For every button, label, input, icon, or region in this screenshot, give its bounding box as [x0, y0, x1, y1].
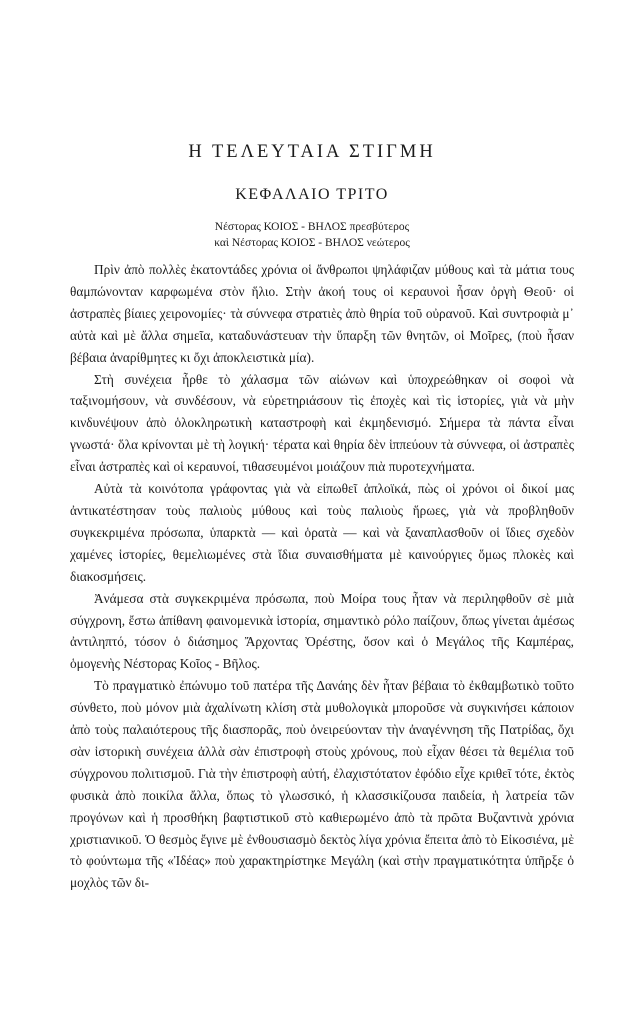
author-line-2: καὶ Νέστορας ΚΟΙΟΣ - ΒΗΛΟΣ νεώτερος [214, 237, 410, 249]
paragraph-3: Αὐτὰ τὰ κοινότοπα γράφοντας γιὰ νὰ εἰπωθεῖ ἁπλοϊκά, πὼς οἱ χρόνοι οἱ δικοί μας ἀντικατέστησαν τοὺς παλιοὺς μύθους καὶ τοὺς παλιοὺς ἥρωες, γιὰ νὰ προβληθοῦν συγκεκριμένα πρόσωπα, ὑπαρκτὰ — καὶ ὁρατὰ — καὶ νὰ ξαναπλασθοῦν οἱ ἴδιες σχεδὸν χαμένες ἱστορίες, θεμελιωμένες στὰ ἴδια συναισθήματα μὲ καινούργιες ὅμως πλοκὲς καὶ διακοσμήσεις. [70, 481, 574, 584]
paragraph-4: Ἀνάμεσα στὰ συγκεκριμένα πρόσωπα, ποὺ Μοίρα τους ἦταν νὰ περιληφθοῦν σὲ μιὰ σύγχρονη, ἔστω ἀπίθανη φαινομενικὰ ἱστορία, σημαντικὸ ρόλο παίζουν, ὅπως γίνεται ἀμέσως ἀντιληπτό, τόσον ὁ διάσημος Ἄρχοντας Ὀρέστης, ὅσον καὶ ὁ Μεγάλος τῆς Καμπέρας, ὁμογενὴς Νέστορας Κοῖος - Βῆλος. [70, 590, 574, 672]
paragraph-5: Τὸ πραγματικὸ ἐπώνυμο τοῦ πατέρα τῆς Δανάης δὲν ἦταν βέβαια τὸ ἐκθαμβωτικὸ τοῦτο σύνθετο, ποὺ μόνον μιὰ ἀχαλίνωτη κλίση στὰ μυθολογικὰ μποροῦσε νὰ συγκινήσει κάποιον ἀπὸ τοὺς παλαιότερους τῆς διασπορᾶς, ποὺ ὀνειρεύονταν τὴν ἀναγέννηση τῆς Πατρίδας, ὄχι σὰν ἱστορικὴ συνέχεια ἀλλὰ σὰν ἐπιστροφὴ στοὺς χρόνους, ποὺ εἶχαν θέσει τὰ θεμέλια τοῦ σύγχρονου πολιτισμοῦ. Γιὰ τὴν ἐπιστροφὴ αὐτή, ἐλαχιστότατον ἐφόδιο εἶχε κριθεῖ τότε, ἐκτὸς φυσικὰ ἀπὸ ποικίλα ἄλλα, ὅπως τὸ γλωσσικό, ἡ κλασσικίζουσα παιδεία, ἡ λατρεία τῶν προγόνων καὶ ἡ προσθήκη βαφτιστικοῦ στὸ καθιερωμένο ἀπὸ τὰ πρῶτα Βυζαντινὰ χρόνια χριστιανικοῦ. Ὁ θεσμὸς ἔγινε μὲ ἐνθουσιασμὸ δεκτὸς λίγα χρόνια ἔπειτα ἀπὸ τὸ Εἰκοσιένα, μὲ τὸ φούντωμα τῆς «Ἰδέας» ποὺ χαρακτηρίστηκε Μεγάλη (καὶ στὴν πραγματικότητα ὑπῆρξε ὁ μοχλὸς τῶν δι- [70, 678, 574, 891]
body-text [70, 259, 574, 894]
author-credits [0, 219, 624, 251]
chapter-heading: ΚΕΦΑΛΑΙΟ ΤΡΙΤΟ [235, 186, 389, 203]
page-title: Η ΤΕΛΕΥΤΑΙΑ ΣΤΙΓΜΗ [188, 142, 436, 162]
paragraph-2: Στὴ συνέχεια ἦρθε τὸ χάλασμα τῶν αἰώνων καὶ ὑποχρεώθηκαν οἱ σοφοὶ νὰ ταξινομήσουν, νὰ συνδέσουν, νὰ εὑρετηριάσουν τὶς ἐποχὲς καὶ τὶς ἱστορίες, γιὰ νὰ μὴν κινδυνέψουν ἀπὸ ὁλοκληρωτικὴ καταστροφὴ καὶ ἐκμηδενισμό. Σήμερα τὰ πάντα εἶναι γνωστά· ὅλα κρίνονται μὲ τὴ λογική· τέρατα καὶ θηρία δὲν ἱππεύουν τὰ σύννεφα, οἱ ἀστραπὲς εἶναι ἀστραπὲς καὶ οἱ κεραυνοί, τιθασευμένοι μοιάζουν πιὰ πυροτεχνήματα. [70, 371, 574, 475]
author-line-1: Νέστορας ΚΟΙΟΣ - ΒΗΛΟΣ πρεσβύτερος [214, 221, 410, 233]
paragraph-1: Πρὶν ἀπὸ πολλὲς ἑκατοντάδες χρόνια οἱ ἄνθρωποι ψηλάφιζαν μύθους καὶ τὰ μάτια τους θαμπώνονταν καρφωμένα στὸν ἥλιο. Στὴν ἀκοή τους οἱ κεραυνοὶ ἦσαν ὀργὴ Θεοῦ· οἱ ἀστραπὲς βίαιες χειρονομίες· τὰ σύννεφα στρατιὲς ἀπὸ θηρία τοῦ οὐρανοῦ. Καὶ συντροφιὰ μ᾽ αὐτὰ καὶ μὲ ἄλλα σημεῖα, καταδυνάστευαν τὴν ὕπαρξη τῶν θνητῶν, οἱ Μοῖρες, (ποὺ ἦσαν βέβαια ἀναρίθμητες κι ὄχι ἀποκλειστικὰ μία). [70, 262, 574, 365]
